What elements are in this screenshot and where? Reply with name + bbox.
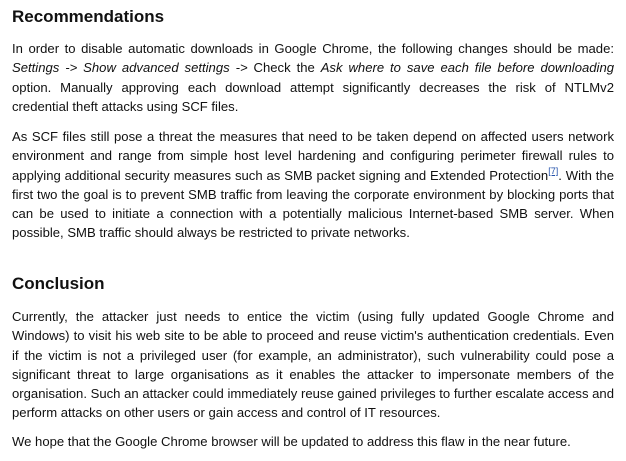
settings-path: Settings -> Show advanced settings -> — [12, 60, 248, 76]
text-run: As SCF files still pose a threat the measures that need to be taken depend on affected users network environment and range from simple host level hardening and configuring perimeter firewall rules to applying additional security measures such as SMB packet signing and Extended Protection — [12, 129, 614, 183]
text-run: In order to disable automatic downloads in Google Chrome, the following changes should be made: — [12, 41, 614, 56]
reference-link-7[interactable]: [7] — [548, 166, 559, 177]
conclusion-paragraph-2: We hope that the Google Chrome browser will be updated to address this flaw in the near future. — [12, 434, 571, 449]
ask-where-option: Ask where to save each file before downloading — [320, 60, 615, 76]
recommendations-paragraph-1 — [12, 39, 614, 116]
text-run: . With the first two the goal is to prevent SMB traffic from leaving the corporate environment by blocking ports that can be used to initiate a connection with a potentially malicious Internet-based SMB server. When possible, SMB traffic should always be restricted to private networks. — [12, 167, 614, 241]
text-run: Check the — [247, 60, 321, 76]
footnote-reference — [548, 165, 558, 177]
recommendations-heading: Recommendations — [12, 7, 165, 26]
conclusion-paragraph-1: Currently, the attacker just needs to entice the victim (using fully updated Google Chrome and Windows) to visit his web site to be able to proceed and reuse victim's authentication credentials. Even if the victim is not a privileged user (for example, an administrator), such vulnerability could pose a significant threat to large organisations as it enables the attacker to impersonate members of the organisation. Such an attacker could immediately reuse gained privileges to further escalate access and perform attacks on other users or gain access and control of IT resources. — [12, 309, 614, 421]
recommendations-paragraph-2 — [12, 127, 614, 243]
text-run: option. Manually approving each download attempt significantly decreases the risk of NTLMv2 credential theft attacks using SCF files. — [12, 79, 614, 114]
conclusion-heading: Conclusion — [12, 274, 105, 293]
